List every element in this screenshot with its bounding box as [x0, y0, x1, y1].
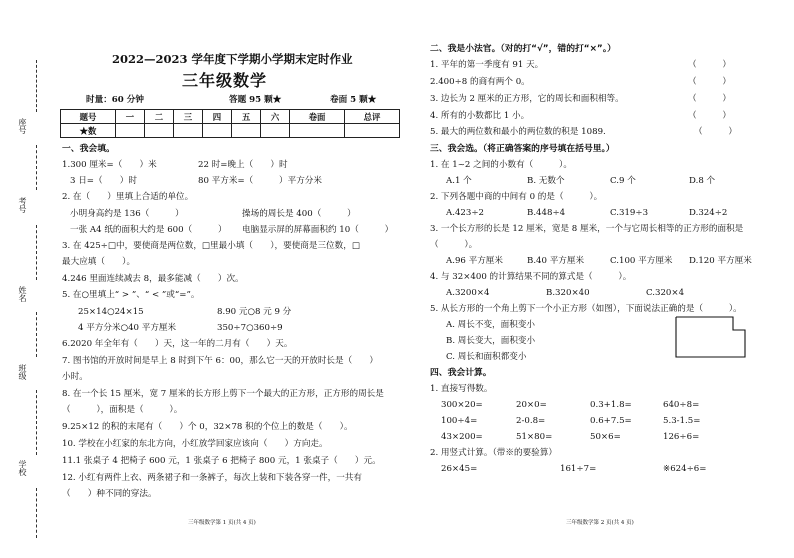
choice-4-c: C.320×4 — [646, 288, 685, 298]
choice-5-b: B. 周长变大，面积变小 — [446, 336, 536, 346]
section-4-heading: 四、我会计算。 — [430, 368, 492, 378]
choice-2-b: B.448÷4 — [527, 208, 566, 218]
score-header-cell: 六 — [261, 110, 290, 124]
question-1a: 1.300 厘米=（ ）米 — [62, 160, 157, 170]
judge-5: 5. 最大的两位数和最小的两位数的积是 1089. — [430, 127, 606, 137]
vertical-calc-3: ※624÷6= — [663, 464, 707, 474]
vertical-calc-2: 161÷7= — [560, 464, 597, 474]
question-5c: 4 平方分米○40 平方厘米 — [78, 323, 177, 333]
calc-item: 126÷6= — [663, 432, 700, 442]
question-2a: 小明身高约是 136（ ） — [70, 209, 184, 219]
calc-item: 0.3+1.8= — [590, 400, 632, 410]
score-cell[interactable] — [115, 124, 144, 138]
score-cell[interactable] — [202, 124, 231, 138]
score-header-cell: 总评 — [344, 110, 399, 124]
calc-1-heading: 1. 直接写得数。 — [430, 384, 493, 394]
question-1b: 22 时=晚上（ ）时 — [198, 160, 288, 170]
choice-2-a: A.423÷2 — [446, 208, 485, 218]
page-footer-2: 三年级数学第 2 页(共 4 页) — [566, 520, 634, 526]
score-cell[interactable] — [144, 124, 173, 138]
choice-1-a: A.1 个 — [446, 176, 472, 186]
choice-2-c: C.319÷3 — [610, 208, 649, 218]
question-2: 2. 在（ ）里填上合适的单位。 — [62, 192, 194, 202]
margin-divider — [36, 390, 37, 455]
question-12b: （ ）种不同的穿法。 — [62, 489, 157, 499]
choice-3-b: B.40 平方厘米 — [527, 256, 585, 266]
calc-item: 5.3-1.5= — [663, 416, 701, 426]
calc-item: 100÷4= — [441, 416, 478, 426]
question-3a: 3. 在 425÷□中，要使商是两位数，□里最小填（ ），要使商是三位数，□ — [62, 241, 360, 251]
exam-no-label: 考号 — [18, 197, 27, 213]
score-table — [60, 109, 400, 138]
margin-divider — [36, 225, 37, 280]
question-7b: 小时。 — [62, 372, 88, 382]
question-12a: 12. 小红有两件上衣、两条裙子和一条裤子，每次上装和下装各穿一件，一共有 — [62, 473, 362, 483]
score-header-cell: 题号 — [61, 110, 116, 124]
question-5: 5. 在○里填上“ > ”、“ < ”或“=”。 — [62, 290, 200, 300]
calc-item: 640÷8= — [663, 400, 700, 410]
margin-divider — [36, 312, 37, 357]
judge-5-answer[interactable]: （ ） — [694, 127, 737, 137]
score-header-cell: 二 — [144, 110, 173, 124]
score-header-cell: 三 — [173, 110, 202, 124]
answer-stars: 答题 95 颗★ — [229, 95, 282, 105]
choice-1-d: D.8 个 — [689, 176, 716, 186]
seat-label: 座号 — [18, 118, 27, 134]
judge-3: 3. 边长为 2 厘米的正方形，它的周长和面积相等。 — [430, 94, 624, 104]
question-2b: 操场的周长是 400（ ） — [242, 209, 356, 219]
vertical-calc-1: 26×45= — [441, 464, 478, 474]
choice-1-b: B. 无数个 — [527, 176, 565, 186]
calc-item: 2-0.8= — [516, 416, 546, 426]
question-5b: 8.90 元○8 元 9 分 — [217, 307, 292, 317]
question-6: 6.2020 年全年有（ ）天，这一年的二月有（ ）天。 — [62, 339, 293, 349]
score-header-cell: 卷面 — [290, 110, 345, 124]
question-5a: 25×14○24×15 — [78, 307, 144, 317]
judge-4-answer[interactable]: （ ） — [688, 111, 731, 121]
question-8b: （ ），面积是（ ）。 — [62, 405, 183, 415]
question-11: 11.1 张桌子 4 把椅子 600 元，1 张桌子 6 把椅子 800 元，1 张桌子（ ）元。 — [62, 456, 381, 466]
question-3b: 最大应填（ ）。 — [62, 257, 136, 267]
judge-3-answer[interactable]: （ ） — [688, 94, 731, 104]
choice-3-a: A.96 平方厘米 — [446, 256, 503, 266]
question-1d: 80 平方米=（ ）平方分米 — [198, 176, 322, 186]
choice-3a: 3. 一个长方形的长是 12 厘米，宽是 8 厘米，一个与它周长相等的正方形的面积是 — [430, 224, 744, 234]
school-label: 学校 — [18, 460, 27, 476]
calc-item: 300×20= — [441, 400, 483, 410]
choice-5: 5. 从长方形的一个角上剪下一个小正方形（如图），下面说法正确的是（ ）。 — [430, 304, 742, 314]
choice-5-c: C. 周长和面积都变小 — [446, 352, 527, 362]
judge-1-answer[interactable]: （ ） — [688, 60, 731, 70]
score-table-header-row — [61, 110, 400, 124]
calc-item: 0.6+7.5= — [590, 416, 632, 426]
score-cell[interactable] — [173, 124, 202, 138]
time-limit: 时量：60 分钟 — [86, 95, 144, 105]
calc-2-heading: 2. 用竖式计算。（带※的要验算） — [430, 448, 557, 458]
calc-item: 51×80= — [516, 432, 553, 442]
score-cell[interactable] — [344, 124, 399, 138]
judge-2-answer[interactable]: （ ） — [688, 77, 731, 87]
question-4: 4.246 里面连续减去 8，最多能减（ ）次。 — [62, 274, 244, 284]
question-9: 9.25×12 的积的末尾有（ ）个 0，32×78 积的个位上的数是（ ）。 — [62, 422, 353, 432]
section-1-heading: 一、我会填。 — [62, 144, 115, 154]
class-label: 班级 — [18, 364, 27, 380]
choice-3-c: C.100 平方厘米 — [610, 256, 673, 266]
page-footer-1: 三年级数学第 1 页(共 4 页) — [188, 520, 256, 526]
margin-divider — [36, 488, 37, 538]
score-table-stars-row — [61, 124, 400, 138]
cut-rectangle-figure — [675, 316, 747, 358]
question-2c: 一张 A4 纸的面积大约是 600（ ） — [70, 225, 227, 235]
choice-2-d: D.324÷2 — [689, 208, 728, 218]
score-header-cell: 一 — [115, 110, 144, 124]
question-1c: 3 日=（ ）时 — [70, 176, 137, 186]
score-stars-label: ★数 — [61, 124, 116, 138]
exam-title: 2022—2023 学年度下学期小学期末定时作业 — [112, 52, 353, 66]
margin-divider — [36, 60, 37, 112]
score-cell[interactable] — [290, 124, 345, 138]
name-label: 姓名 — [18, 286, 27, 302]
section-2-heading: 二、我是小法官。（对的打“√”，错的打“×”。） — [430, 44, 616, 54]
score-header-cell: 五 — [232, 110, 261, 124]
calc-item: 50×6= — [590, 432, 621, 442]
margin-divider — [36, 145, 37, 190]
score-cell[interactable] — [232, 124, 261, 138]
subject-title: 三年级数学 — [182, 71, 268, 90]
question-8a: 8. 在一个长 15 厘米，宽 7 厘米的长方形上剪下一个最大的正方形，正方形的周长是 — [62, 389, 384, 399]
choice-2: 2. 下列各题中商的中间有 0 的是（ ）。 — [430, 192, 603, 202]
judge-1: 1. 平年的第一季度有 91 天。 — [430, 60, 544, 70]
question-5d: 350÷7○360÷9 — [217, 323, 283, 333]
calc-item: 20×0= — [516, 400, 547, 410]
question-10: 10. 学校在小红家的东北方向，小红放学回家应该向（ ）方向走。 — [62, 439, 328, 449]
judge-2: 2.400÷8 的商有两个 0。 — [430, 77, 530, 87]
question-2d: 电脑显示屏的屏幕面积约 10（ ） — [242, 225, 394, 235]
score-header-cell: 四 — [202, 110, 231, 124]
score-cell[interactable] — [261, 124, 290, 138]
question-7a: 7. 图书馆的开放时间是早上 8 时到下午 6：00，那么它一天的开放时长是（ ） — [62, 356, 378, 366]
choice-3-d: D.120 平方厘米 — [689, 256, 752, 266]
paper-stars: 卷面 5 颗★ — [330, 95, 377, 105]
judge-4: 4. 所有的小数都比 1 小。 — [430, 111, 530, 121]
choice-1-c: C.9 个 — [610, 176, 636, 186]
choice-4: 4. 与 32×400 的计算结果不同的算式是（ ）。 — [430, 272, 632, 282]
choice-4-a: A.3200×4 — [446, 288, 490, 298]
section-3-heading: 三、我会选。（将正确答案的序号填在括号里。） — [430, 144, 615, 154]
choice-3b: （ ）。 — [430, 240, 478, 250]
choice-5-a: A. 周长不变，面积变小 — [446, 320, 536, 330]
calc-item: 43×200= — [441, 432, 483, 442]
choice-4-b: B.320×40 — [546, 288, 590, 298]
choice-1: 1. 在 1~2 之间的小数有（ ）。 — [430, 160, 572, 170]
